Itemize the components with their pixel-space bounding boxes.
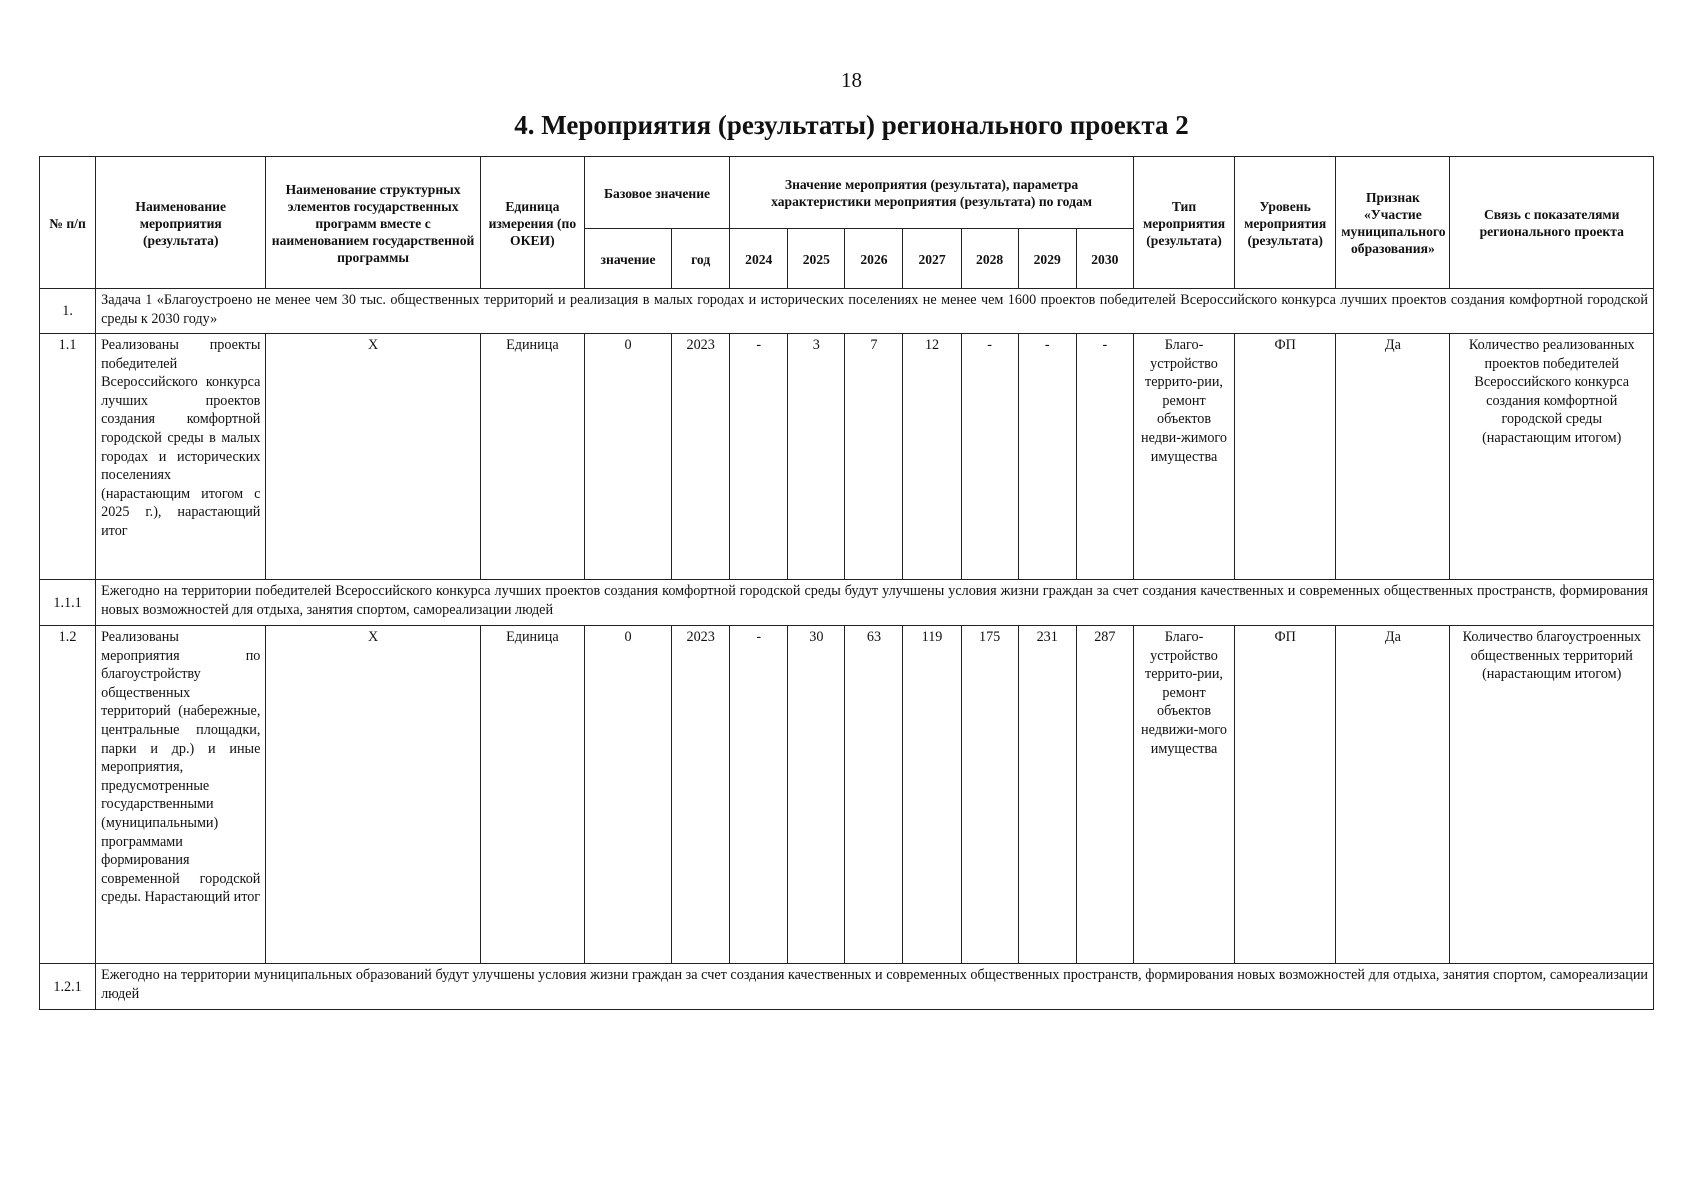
header-year-2026: 2026 <box>845 229 903 289</box>
page-number: 18 <box>841 68 862 92</box>
table-row <box>40 334 1654 580</box>
header-year-2024: 2024 <box>730 229 788 289</box>
header-year-2029: 2029 <box>1018 229 1076 289</box>
row-name: Реализованы проекты победителей Всероссийского конкурса лучших проектов создания комфортной городской среды в малых городах и исторических поселениях (нарастающим итогом с 2025 г.), нарастающий итог <box>96 334 266 580</box>
header-year-2028: 2028 <box>961 229 1018 289</box>
row-value-2025: 3 <box>788 334 845 580</box>
result-text: Ежегодно на территории муниципальных образований будут улучшены условия жизни граждан за счет создания качественных и современных общественных пространств, формирования новых возможностей для отдыха, занятия спортом, самореализации людей <box>96 964 1654 1010</box>
result-text: Ежегодно на территории победителей Всероссийского конкурса лучших проектов создания комфортной городской среды будут улучшены условия жизни граждан за счет создания качественных и современных общественных пространств, формирования новых возможностей для отдыха, занятия спортом, самореализации людей <box>96 580 1654 626</box>
result-num: 1.2.1 <box>40 964 96 1010</box>
task-row <box>40 289 1654 334</box>
header-year-2025: 2025 <box>788 229 845 289</box>
row-participation: Да <box>1336 334 1450 580</box>
header-year-2030: 2030 <box>1076 229 1133 289</box>
result-num: 1.1.1 <box>40 580 96 626</box>
row-link: Количество благоустроенных общественных территорий (нарастающим итогом) <box>1450 626 1654 964</box>
header-structural: Наименование структурных элементов государственных программ вместе с наименованием государственной программы <box>266 157 480 289</box>
row-num: 1.2 <box>40 626 96 964</box>
page-title: 4. Мероприятия (результаты) регионального проекта 2 <box>514 110 1189 140</box>
row-value-2030: - <box>1076 334 1133 580</box>
header-level: Уровень мероприятия (результата) <box>1235 157 1336 289</box>
row-value-2029: 231 <box>1018 626 1076 964</box>
row-value-2025: 30 <box>788 626 845 964</box>
header-base-year: год <box>672 229 730 289</box>
row-level: ФП <box>1235 334 1336 580</box>
header-base: Базовое значение <box>584 157 729 229</box>
row-type: Благо-устройство террито-рии, ремонт объектов недви-жимого имущества <box>1133 334 1234 580</box>
row-value-2030: 287 <box>1076 626 1133 964</box>
projects-table <box>39 156 1654 1010</box>
header-values-by-years: Значение мероприятия (результата), параметра характеристики мероприятия (результата) по годам <box>730 157 1134 229</box>
header-year-2027: 2027 <box>903 229 961 289</box>
row-value-2027: 119 <box>903 626 961 964</box>
header-type: Тип мероприятия (результата) <box>1133 157 1234 289</box>
row-unit: Единица <box>480 626 584 964</box>
row-value-2026: 7 <box>845 334 903 580</box>
row-value-2024: - <box>730 626 788 964</box>
row-value-2024: - <box>730 334 788 580</box>
row-value-2026: 63 <box>845 626 903 964</box>
header-base-value: значение <box>584 229 671 289</box>
row-base-value: 0 <box>584 334 671 580</box>
result-row <box>40 580 1654 626</box>
task-num: 1. <box>40 289 96 334</box>
row-type: Благо-устройство террито-рии, ремонт объектов недвижи-мого имущества <box>1133 626 1234 964</box>
row-base-year: 2023 <box>672 334 730 580</box>
row-participation: Да <box>1336 626 1450 964</box>
row-value-2029: - <box>1018 334 1076 580</box>
task-text: Задача 1 «Благоустроено не менее чем 30 тыс. общественных территорий и реализация в малых городах и исторических поселениях не менее чем 1600 проектов победителей Всероссийского конкурса лучших проектов создания комфортной городской среды к 2030 году» <box>96 289 1654 334</box>
row-base-value: 0 <box>584 626 671 964</box>
row-base-year: 2023 <box>672 626 730 964</box>
row-value-2027: 12 <box>903 334 961 580</box>
row-num: 1.1 <box>40 334 96 580</box>
row-value-2028: - <box>961 334 1018 580</box>
header-row-1 <box>40 157 1654 229</box>
header-num: № п/п <box>40 157 96 289</box>
result-row <box>40 964 1654 1010</box>
header-name: Наименование мероприятия (результата) <box>96 157 266 289</box>
header-link: Связь с показателями регионального проекта <box>1450 157 1654 289</box>
header-unit: Единица измерения (по ОКЕИ) <box>480 157 584 289</box>
row-structural: Х <box>266 334 480 580</box>
table-row <box>40 626 1654 964</box>
row-link: Количество реализованных проектов победителей Всероссийского конкурса создания комфортной городской среды (нарастающим итогом) <box>1450 334 1654 580</box>
row-structural: Х <box>266 626 480 964</box>
row-value-2028: 175 <box>961 626 1018 964</box>
header-participation: Признак «Участие муниципального образования» <box>1336 157 1450 289</box>
row-name: Реализованы мероприятия по благоустройству общественных территорий (набережные, центральные площадки, парки и др.) и иные мероприятия, предусмотренные государственными (муниципальными) программами формирования современной городской среды. Нарастающий итог <box>96 626 266 964</box>
row-unit: Единица <box>480 334 584 580</box>
row-level: ФП <box>1235 626 1336 964</box>
